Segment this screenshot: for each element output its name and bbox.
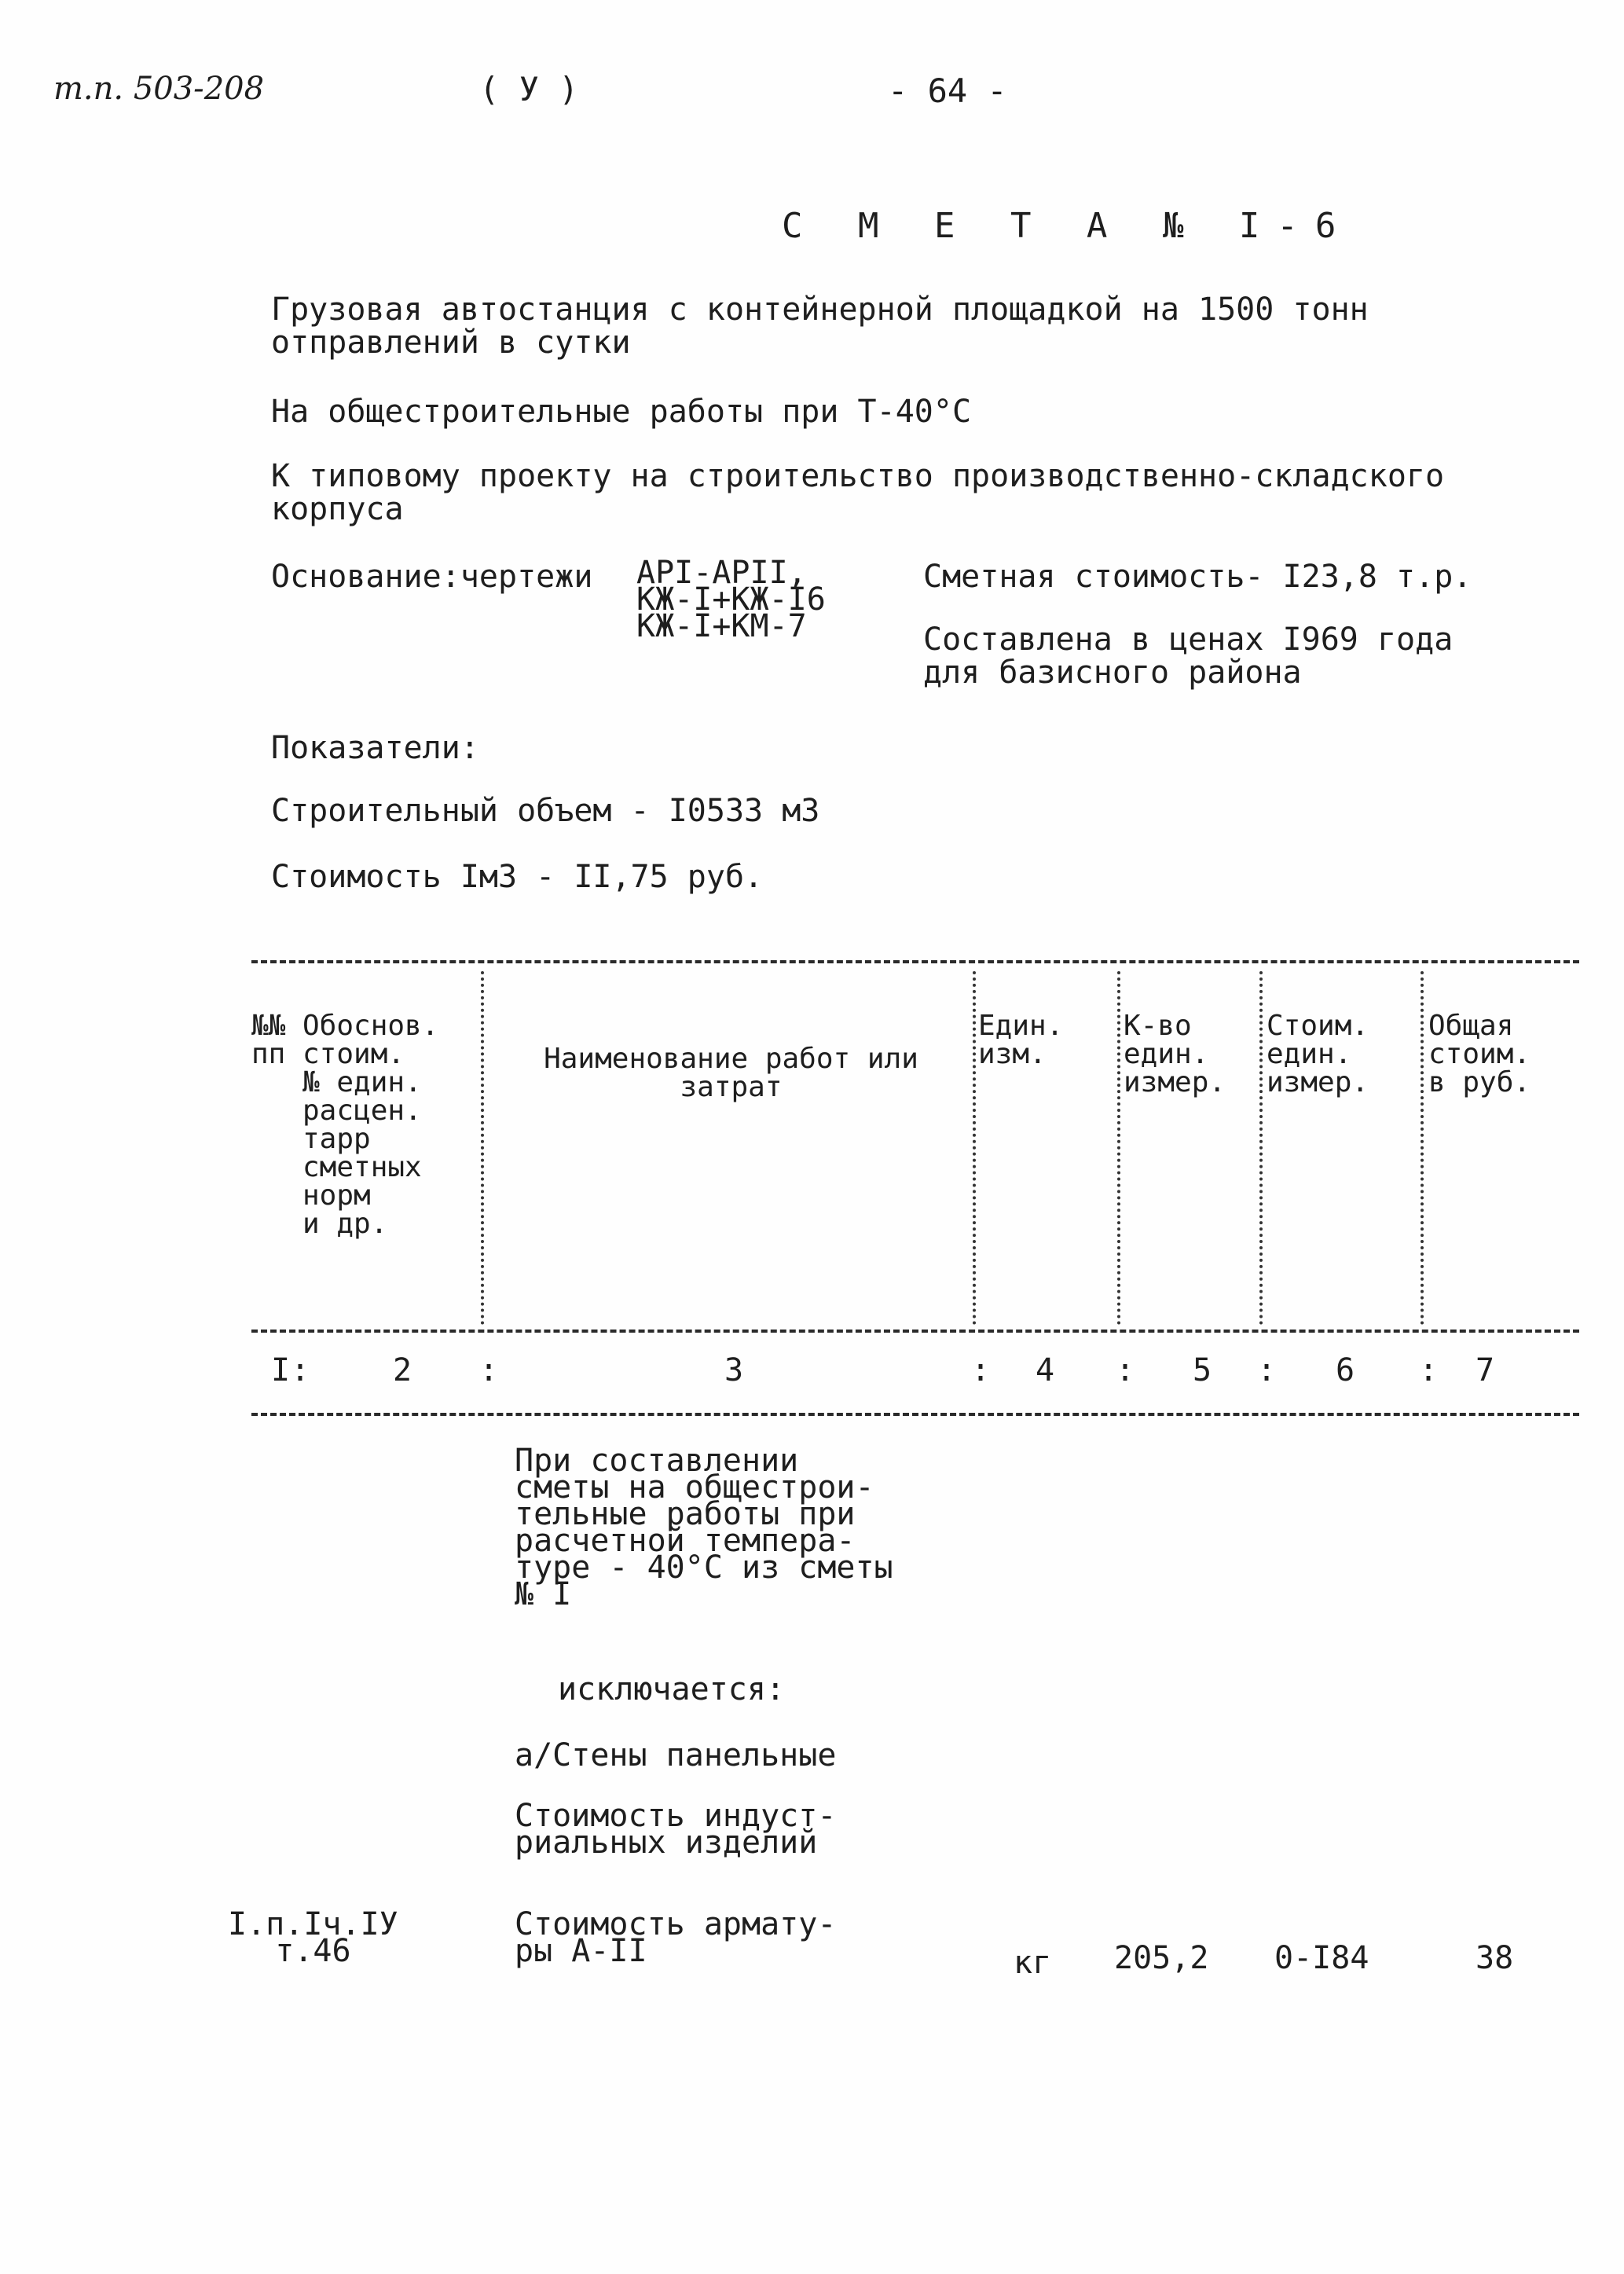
- basis-label: Основание:чертежи: [271, 559, 593, 595]
- column-separator-mark: :: [1419, 1352, 1439, 1388]
- indicators-label: Показатели:: [271, 730, 479, 766]
- column-separator-mark: :: [291, 1352, 310, 1388]
- column-number: 5: [1193, 1352, 1212, 1388]
- column-number: 6: [1336, 1352, 1355, 1388]
- works-description: На общестроительные работы при Т-40°С: [271, 394, 972, 430]
- page-number: - 64 -: [888, 72, 1007, 110]
- header-basis: Обоснов. стоим. № един. расцен. тарр сметных норм и др.: [302, 1010, 439, 1240]
- project-line1: К типовому проекту на строительство производственно-складского: [271, 458, 1445, 494]
- prices-line1: Составлена в ценах I969 года: [923, 622, 1454, 658]
- row-quantity: 205,2: [1114, 1940, 1209, 1976]
- section-walls: а/Стены панельные: [515, 1737, 837, 1773]
- header-number: №№ пп: [251, 1010, 286, 1070]
- column-separator: [481, 971, 484, 1325]
- column-number: 3: [724, 1352, 744, 1388]
- estimated-cost: Сметная стоимость- I23,8 т.р.: [923, 559, 1472, 595]
- column-number: 7: [1476, 1352, 1495, 1388]
- project-code: т.п. 503-208: [53, 71, 265, 107]
- column-separator: [973, 971, 976, 1325]
- column-separator-mark: :: [1116, 1352, 1135, 1388]
- table-top-rule: [251, 960, 1579, 963]
- row-total: 38: [1476, 1940, 1514, 1976]
- section-mark: ( У ): [479, 70, 579, 108]
- row-name: Стоимость армату- ры А-II: [515, 1906, 837, 1969]
- header-unit: Един. изм.: [978, 1010, 1064, 1070]
- basis-drawing: АРI-АРII,: [636, 555, 807, 591]
- project-line2: корпуса: [271, 491, 404, 527]
- prices-line2: для базисного района: [923, 655, 1302, 691]
- header-quantity: К-во един. измер.: [1124, 1010, 1226, 1098]
- header-work-name: Наименование работ или затрат: [544, 1043, 918, 1103]
- subsection-industrial: Стоимость индуст- риальных изделий: [515, 1798, 837, 1861]
- column-separator-mark: :: [479, 1352, 499, 1388]
- header-unit-cost: Стоим. един. измер.: [1267, 1010, 1369, 1098]
- column-separator-mark: :: [1257, 1352, 1277, 1388]
- column-number: 2: [393, 1352, 412, 1388]
- table-header-rule: [251, 1330, 1579, 1333]
- column-number: I: [271, 1352, 291, 1388]
- column-number: 4: [1036, 1352, 1055, 1388]
- basis-drawing: КЖ-I+КЖ-I6: [636, 581, 826, 618]
- unit-cost: Стоимость IмЗ - II,75 руб.: [271, 859, 764, 895]
- column-separator: [1259, 971, 1263, 1325]
- description-line1: Грузовая автостанция с контейнерной площадкой на 1500 тонн: [271, 292, 1369, 328]
- header-total-cost: Общая стоим. в руб.: [1428, 1010, 1531, 1098]
- row-basis: I.п.Iч.IУ т.46: [228, 1906, 398, 1969]
- table-numbers-rule: [251, 1413, 1579, 1416]
- excluded-label: исключается:: [558, 1671, 785, 1707]
- column-separator-mark: :: [971, 1352, 991, 1388]
- column-separator: [1421, 971, 1424, 1325]
- description-line2: отправлений в сутки: [271, 325, 631, 361]
- row-unit-cost: 0-I84: [1274, 1940, 1369, 1976]
- document-title: С М Е Т А № I-6: [782, 206, 1354, 246]
- column-separator: [1117, 971, 1120, 1325]
- intro-text: При составлении сметы на общестрои- тельные работы при расчетной темпера- туре - 40°С из сметы № I: [515, 1443, 893, 1612]
- building-volume: Строительный объем - I0533 м3: [271, 793, 820, 829]
- row-unit: кг: [1014, 1945, 1052, 1981]
- basis-drawing: КЖ-I+КМ-7: [636, 608, 807, 644]
